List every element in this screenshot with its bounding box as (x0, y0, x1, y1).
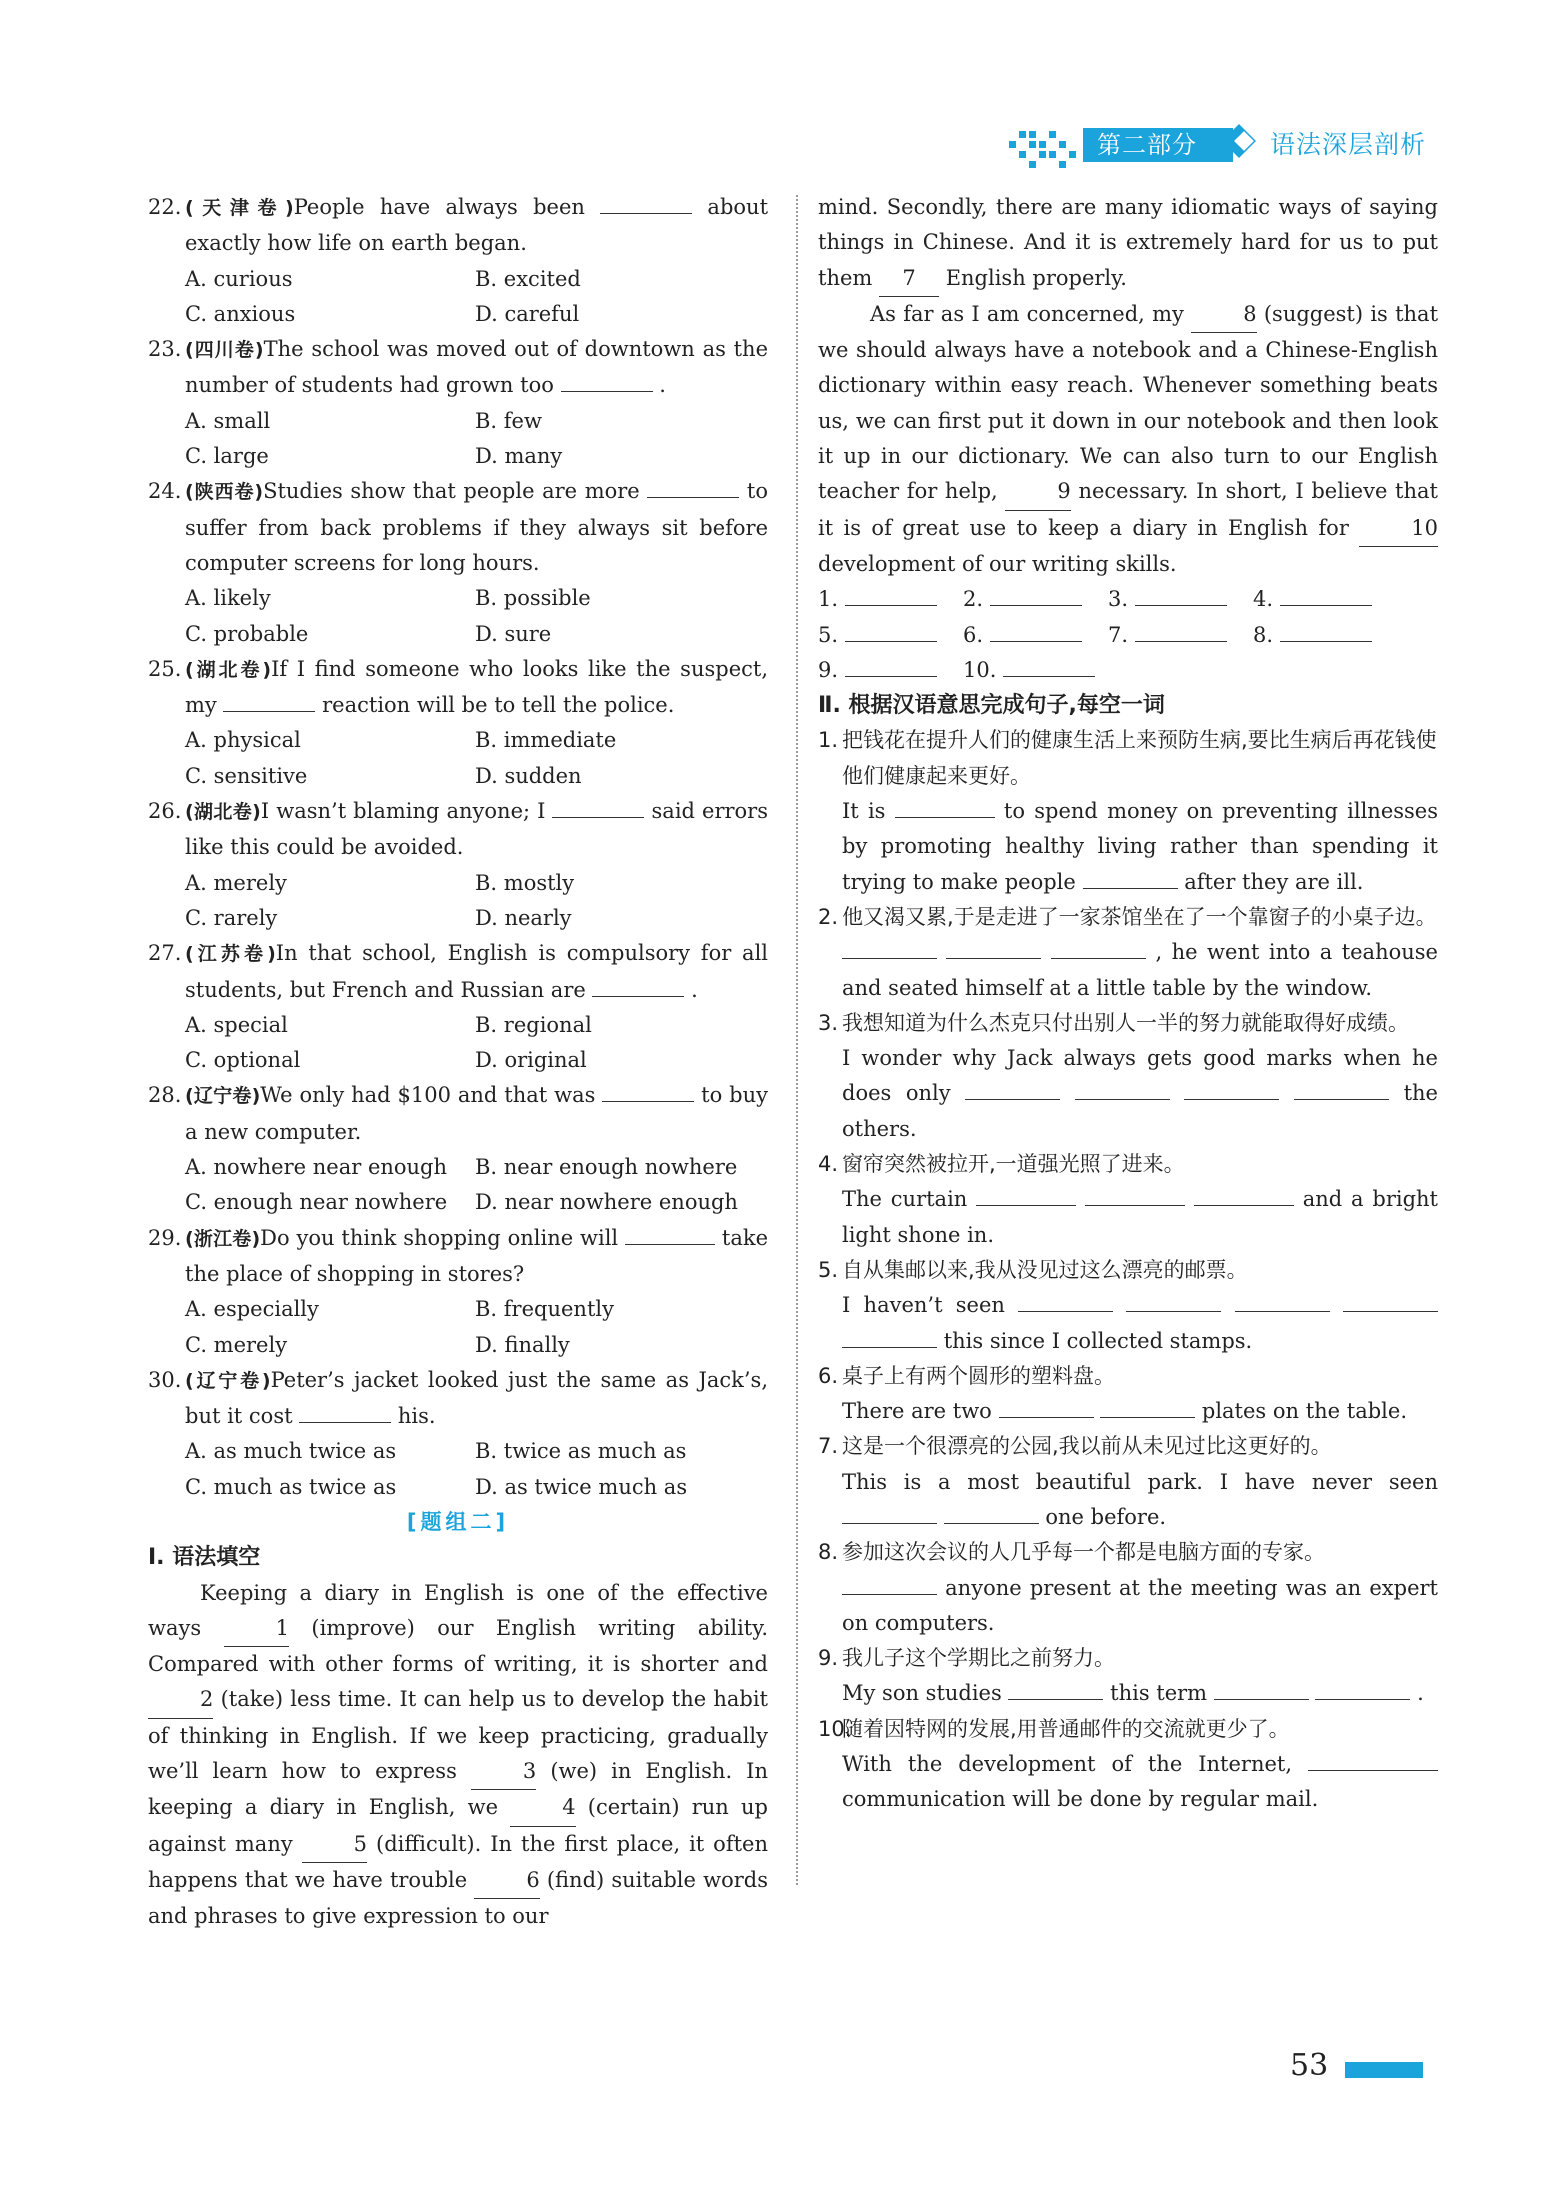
translation-english: The curtain and a bright light shone in. (818, 1182, 1438, 1253)
option-grid (148, 404, 768, 475)
answer-blank[interactable] (1135, 583, 1227, 606)
answer-blank[interactable] (1308, 1748, 1438, 1771)
answer-option[interactable]: C. rarely (185, 905, 278, 930)
passage-part1 (148, 1576, 768, 1935)
translation-list (818, 723, 1438, 1817)
question-line (148, 332, 768, 404)
answer-blank[interactable] (965, 1077, 1060, 1100)
answer-blank[interactable] (1315, 1677, 1410, 1700)
section2-title: Ⅱ. 根据汉语意思完成句子,每空一词 (818, 693, 1165, 719)
answer-option[interactable]: A. nowhere near enough (185, 1155, 448, 1180)
question-line (148, 190, 768, 262)
passage-text: (difficult). In the first place, it often happens that we have trouble (148, 1831, 768, 1892)
answer-option[interactable]: C. enough near nowhere (185, 1190, 448, 1215)
answer-option[interactable]: C. much as twice as (185, 1474, 397, 1499)
translation-item (818, 1006, 1438, 1147)
question-text: (天津卷)People have always been about exactly how life on earth began. (185, 190, 768, 262)
question-region: (辽宁卷) (185, 1085, 261, 1108)
translation-row (818, 1253, 1438, 1288)
question-region: (天津卷) (185, 197, 294, 219)
left-column (148, 190, 768, 1935)
answer-blank[interactable] (1003, 654, 1095, 677)
answer-blank[interactable] (845, 619, 937, 642)
question-blank[interactable] (602, 1079, 694, 1102)
blank-8[interactable]: 8 (1191, 297, 1256, 333)
right-column (818, 190, 1438, 1818)
translation-chinese: 桌子上有两个圆形的塑料盘。 (842, 1363, 1115, 1388)
answer-blank[interactable] (1051, 936, 1146, 959)
question-text: (江苏卷)In that school, English is compulsory for all students, but French and Russian are . (185, 941, 768, 1002)
answer-slot (1253, 582, 1398, 617)
answer-blank[interactable] (1280, 619, 1372, 642)
blank-10[interactable]: 10 (1359, 511, 1438, 547)
answer-option[interactable]: D. finally (475, 1332, 570, 1357)
answer-slot (1108, 618, 1253, 653)
answer-option[interactable]: D. many (475, 444, 563, 469)
translation-chinese: 参加这次会议的人几乎每一个都是电脑方面的专家。 (842, 1540, 1325, 1565)
page-header (1005, 125, 1445, 173)
translation-row (818, 1535, 1438, 1570)
question-blank[interactable] (299, 1400, 391, 1423)
answer-option[interactable]: D. sure (475, 621, 552, 646)
answer-label: 9. (818, 657, 845, 682)
question-item (148, 474, 768, 651)
answer-option[interactable]: B. mostly (475, 870, 575, 895)
blank-1[interactable]: 1 (224, 1611, 289, 1647)
translation-row (818, 1641, 1438, 1676)
question-blank[interactable] (592, 974, 684, 997)
answer-label: 4. (1253, 587, 1280, 612)
answer-blank[interactable] (1083, 866, 1178, 889)
translation-chinese: 我儿子这个学期比之前努力。 (842, 1646, 1115, 1671)
answer-blank[interactable] (990, 583, 1082, 606)
answer-blank[interactable] (1294, 1077, 1389, 1100)
answer-blank[interactable] (1075, 1077, 1170, 1100)
option-grid (148, 1292, 768, 1363)
answer-option[interactable]: C. anxious (185, 301, 296, 326)
question-item (148, 332, 768, 474)
translation-item (818, 1535, 1438, 1641)
question-blank[interactable] (223, 689, 315, 712)
answer-label: 1. (818, 587, 845, 612)
translation-row (818, 1712, 1438, 1747)
answer-option[interactable]: D. nearly (475, 905, 572, 930)
question-text: (四川卷)The school was moved out of downtown as the number of students had grown too . (185, 337, 768, 398)
translation-item (818, 1712, 1438, 1818)
answer-option[interactable]: D. near nowhere enough (475, 1190, 738, 1215)
answer-slot (818, 582, 963, 617)
option-grid (148, 723, 768, 794)
translation-english: I haven’t seen this since I collected stamps. (818, 1288, 1438, 1359)
question-text: (湖北卷)If I find someone who looks like the suspect, my reaction will be to tell the police. (185, 656, 768, 718)
translation-english: My son studies this term . (818, 1676, 1438, 1711)
answer-option[interactable]: B. frequently (475, 1297, 614, 1322)
question-region: (四川卷) (185, 339, 264, 362)
question-line (148, 1078, 768, 1150)
answer-blank[interactable] (842, 1325, 937, 1348)
question-blank[interactable] (561, 369, 653, 392)
question-line (148, 1221, 768, 1293)
question-text: (湖北卷)I wasn’t blaming anyone; I said errors like this could be avoided. (185, 794, 768, 866)
passage-text: mind. Secondly, there are many idiomatic ways of saying things in Chinese. And it is extremely hard for us to put them (818, 195, 1438, 290)
answer-blank[interactable] (895, 795, 995, 818)
translation-row (818, 723, 1438, 794)
question-number: 27. (148, 941, 182, 966)
answer-blank[interactable] (842, 1572, 937, 1595)
answer-option[interactable]: A. likely (185, 586, 271, 611)
answer-option[interactable]: A. as much twice as (185, 1439, 397, 1464)
answer-option[interactable]: D. original (475, 1048, 587, 1073)
passage-part2 (818, 190, 1438, 297)
answer-label: 10. (963, 657, 1004, 682)
answer-option[interactable]: C. merely (185, 1332, 288, 1357)
question-region: (湖北卷) (185, 658, 272, 681)
question-text: (辽宁卷)Peter’s jacket looked just the same as Jack’s, but it cost his. (185, 1367, 768, 1429)
translation-chinese: 这是一个很漂亮的公园,我以前从未见过比这更好的。 (842, 1434, 1332, 1459)
answer-blank[interactable] (946, 936, 1041, 959)
blank-6[interactable]: 6 (474, 1863, 539, 1899)
answer-blank[interactable] (1280, 583, 1372, 606)
section1-title: Ⅰ. 语法填空 (148, 1545, 261, 1571)
option-grid (148, 1434, 768, 1505)
question-text: (浙江卷)Do you think shopping online will take the place of shopping in stores? (185, 1221, 768, 1293)
column-divider (796, 195, 798, 1885)
question-blank[interactable] (600, 191, 692, 214)
translation-row (818, 1429, 1438, 1464)
answer-slot (818, 618, 963, 653)
answer-option[interactable]: A. curious (185, 266, 293, 291)
question-text: (陕西卷)Studies show that people are more to suffer from back problems if they always sit before computer screens for long hours. (185, 474, 768, 581)
translation-english: This is a most beautiful park. I have never seen one before. (842, 1469, 1438, 1529)
answer-blank[interactable] (1214, 1677, 1309, 1700)
translation-row (818, 1359, 1438, 1394)
answer-option[interactable]: B. twice as much as (475, 1439, 687, 1464)
question-region: (陕西卷) (185, 481, 264, 504)
answer-blank[interactable] (1343, 1289, 1438, 1312)
blank-9[interactable]: 9 (1005, 474, 1070, 510)
answer-label: 8. (1253, 622, 1280, 647)
passage-text: (we) in English. In keeping a diary in English, we (148, 1759, 768, 1820)
translation-number: 4. (818, 1152, 839, 1177)
page-number-bar (1345, 2062, 1423, 2078)
answer-option[interactable]: B. possible (475, 586, 591, 611)
translation-row (818, 1006, 1438, 1041)
answer-label: 6. (963, 622, 990, 647)
translation-english: I wonder why Jack always gets good marks when he does only the others. (842, 1046, 1438, 1141)
answer-slot (818, 653, 963, 688)
answer-label: 5. (818, 622, 845, 647)
blank-4[interactable]: 4 (510, 1790, 575, 1826)
question-item (148, 1363, 768, 1505)
translation-english: There are two plates on the table. (818, 1394, 1438, 1429)
translation-number: 5. (818, 1257, 839, 1282)
answer-option[interactable]: A. merely (185, 870, 287, 895)
answer-slot (963, 582, 1108, 617)
translation-number: 3. (818, 1010, 839, 1035)
translation-english: anyone present at the meeting was an expert on computers. (818, 1571, 1438, 1642)
passage-text: Keeping a diary in English is one of the effective ways (148, 1580, 768, 1640)
answer-blank[interactable] (842, 936, 937, 959)
passage-part3 (818, 297, 1438, 582)
group-title: [题组二] (406, 1509, 510, 1534)
question-number: 28. (148, 1083, 182, 1108)
section-title: 语法深层剖析 (1270, 130, 1427, 159)
question-blank[interactable] (552, 795, 644, 818)
passage-text: (certain) run up against many (148, 1795, 768, 1856)
translation-number: 1. (818, 728, 839, 753)
passage-text: (find) suitable words and phrases to give expression to our (148, 1867, 768, 1929)
passage-text: necessary. In short, I believe that it is of great use to keep a diary in English for (818, 479, 1438, 540)
answer-option[interactable]: D. as twice much as (475, 1474, 688, 1499)
translation-chinese: 自从集邮以来,我从没见过这么漂亮的邮票。 (842, 1257, 1248, 1282)
answer-label: 3. (1108, 587, 1135, 612)
translation-number: 2. (818, 904, 839, 929)
translation-item (818, 1429, 1438, 1535)
question-item (148, 652, 768, 794)
translation-chinese: 把钱花在提升人们的健康生活上来预防生病,要比生病后再花钱使他们健康起来更好。 (842, 728, 1437, 788)
question-line (148, 474, 768, 581)
answer-label: 7. (1108, 622, 1135, 647)
translation-number: 7. (818, 1434, 839, 1459)
translation-chinese: 窗帘突然被拉开,一道强光照了进来。 (842, 1152, 1185, 1177)
answer-blank[interactable] (845, 654, 937, 677)
answer-blank[interactable] (845, 583, 937, 606)
translation-item (818, 900, 1438, 1006)
passage-text: (suggest) is that we should always have a notebook and a Chinese-English dictionary within easy reach. Whenever something beats us, we can first put it down in our notebook and then look it up in our dictionary. We can also turn to our English teacher for help, (818, 301, 1439, 504)
question-line (148, 1363, 768, 1435)
passage-text: English properly. (945, 265, 1127, 290)
translation-row (818, 1147, 1438, 1182)
answer-option[interactable]: B. excited (475, 266, 581, 291)
answer-option[interactable]: A. small (185, 408, 271, 433)
answer-blank[interactable] (1100, 1395, 1195, 1418)
question-region: (浙江卷) (185, 1227, 261, 1250)
answer-blank[interactable] (1235, 1289, 1330, 1312)
option-grid (148, 1150, 768, 1221)
answer-option[interactable]: D. sudden (475, 763, 582, 788)
answer-blank[interactable] (1008, 1677, 1103, 1700)
answer-blank[interactable] (1085, 1183, 1185, 1206)
answer-blank[interactable] (1126, 1289, 1221, 1312)
question-line (148, 652, 768, 724)
answer-option[interactable]: B. near enough nowhere (475, 1155, 738, 1180)
answer-blank[interactable] (944, 1501, 1039, 1524)
question-blank[interactable] (647, 475, 739, 498)
translation-item (818, 1253, 1438, 1359)
translation-number: 9. (818, 1646, 839, 1671)
answer-slot (1253, 618, 1398, 653)
question-number: 29. (148, 1225, 182, 1250)
translation-item (818, 1641, 1438, 1712)
translation-item (818, 1359, 1438, 1430)
answer-option[interactable]: A. special (185, 1012, 288, 1037)
answer-option[interactable]: C. large (185, 444, 269, 469)
passage-text: As far as I am concerned, my (870, 301, 1184, 326)
answer-option[interactable]: C. probable (185, 621, 309, 646)
answer-blank[interactable] (1194, 1183, 1294, 1206)
question-line (148, 794, 768, 866)
answer-option[interactable]: B. regional (475, 1012, 592, 1037)
answer-option[interactable]: C. optional (185, 1048, 301, 1073)
answer-grid (818, 582, 1438, 688)
passage-text: development of our writing skills. (818, 551, 1177, 576)
question-number: 22. (148, 195, 182, 219)
passage-text: (improve) our English writing ability. Compared with other forms of writing, it is shorter and (148, 1615, 768, 1677)
answer-blank[interactable] (976, 1183, 1076, 1206)
question-region: (江苏卷) (185, 943, 276, 966)
blank-2[interactable]: 2 (148, 1682, 213, 1718)
passage-text: (take) less time. It can help us to develop the habit of thinking in English. If we keep practicing, gradually we’ll learn how to express (148, 1687, 768, 1784)
option-grid (148, 1008, 768, 1079)
answer-blank[interactable] (842, 1501, 937, 1524)
answer-blank[interactable] (990, 619, 1082, 642)
question-line (148, 936, 768, 1008)
answer-blank[interactable] (1018, 1289, 1113, 1312)
pixel-logo-icon (1005, 131, 1087, 167)
translation-chinese: 我想知道为什么杰克只付出别人一半的努力就能取得好成绩。 (842, 1010, 1409, 1035)
answer-slot (1108, 582, 1253, 617)
question-number: 26. (148, 799, 182, 824)
page-number: 53 (1290, 2048, 1329, 2083)
answer-blank[interactable] (999, 1395, 1094, 1418)
question-number: 23. (148, 337, 182, 362)
question-blank[interactable] (625, 1222, 715, 1245)
translation-english: It is to spend money on preventing illnesses by promoting healthy living rather than spending it trying to make people after they are ill. (818, 794, 1438, 900)
question-item (148, 1221, 768, 1363)
translation-english: , he went into a teahouse and seated himself at a little table by the window. (818, 935, 1438, 1006)
translation-number: 6. (818, 1363, 839, 1388)
blank-7[interactable]: 7 (879, 261, 939, 297)
blank-5[interactable]: 5 (302, 1827, 367, 1863)
translation-number: 8. (818, 1540, 839, 1565)
multiple-choice-list (148, 190, 768, 1505)
option-grid (148, 581, 768, 652)
answer-label: 2. (963, 587, 990, 612)
question-region: (辽宁卷) (185, 1369, 271, 1392)
answer-blank[interactable] (1184, 1077, 1279, 1100)
translation-item (818, 1147, 1438, 1253)
answer-option[interactable]: B. few (475, 408, 542, 433)
question-region: (湖北卷) (185, 801, 261, 824)
translation-row (818, 900, 1438, 935)
blank-3[interactable]: 3 (471, 1754, 536, 1790)
translation-english: With the development of the Internet, communication will be done by regular mail. (818, 1747, 1438, 1818)
answer-slot (963, 653, 1108, 688)
translation-number: 10. (818, 1716, 852, 1741)
option-grid (148, 262, 768, 333)
translation-chinese: 随着因特网的发展,用普通邮件的交流就更少了。 (842, 1716, 1290, 1741)
translation-item (818, 723, 1438, 899)
answer-option[interactable]: B. immediate (475, 728, 617, 753)
answer-option[interactable]: A. physical (185, 728, 301, 753)
answer-option[interactable]: D. careful (475, 301, 580, 326)
question-item (148, 794, 768, 936)
question-item (148, 936, 768, 1078)
question-number: 25. (148, 656, 182, 681)
answer-option[interactable]: A. especially (185, 1297, 319, 1322)
option-grid (148, 866, 768, 937)
answer-option[interactable]: C. sensitive (185, 763, 308, 788)
part-label: 第二部分 (1083, 128, 1233, 162)
translation-chinese: 他又渴又累,于是走进了一家茶馆坐在了一个靠窗子的小桌子边。 (842, 904, 1437, 929)
question-item (148, 190, 768, 332)
question-number: 24. (148, 479, 182, 504)
question-item (148, 1078, 768, 1220)
question-text: (辽宁卷)We only had $100 and that was to buy a new computer. (185, 1078, 768, 1150)
answer-blank[interactable] (1135, 619, 1227, 642)
answer-slot (963, 618, 1108, 653)
question-number: 30. (148, 1367, 182, 1392)
